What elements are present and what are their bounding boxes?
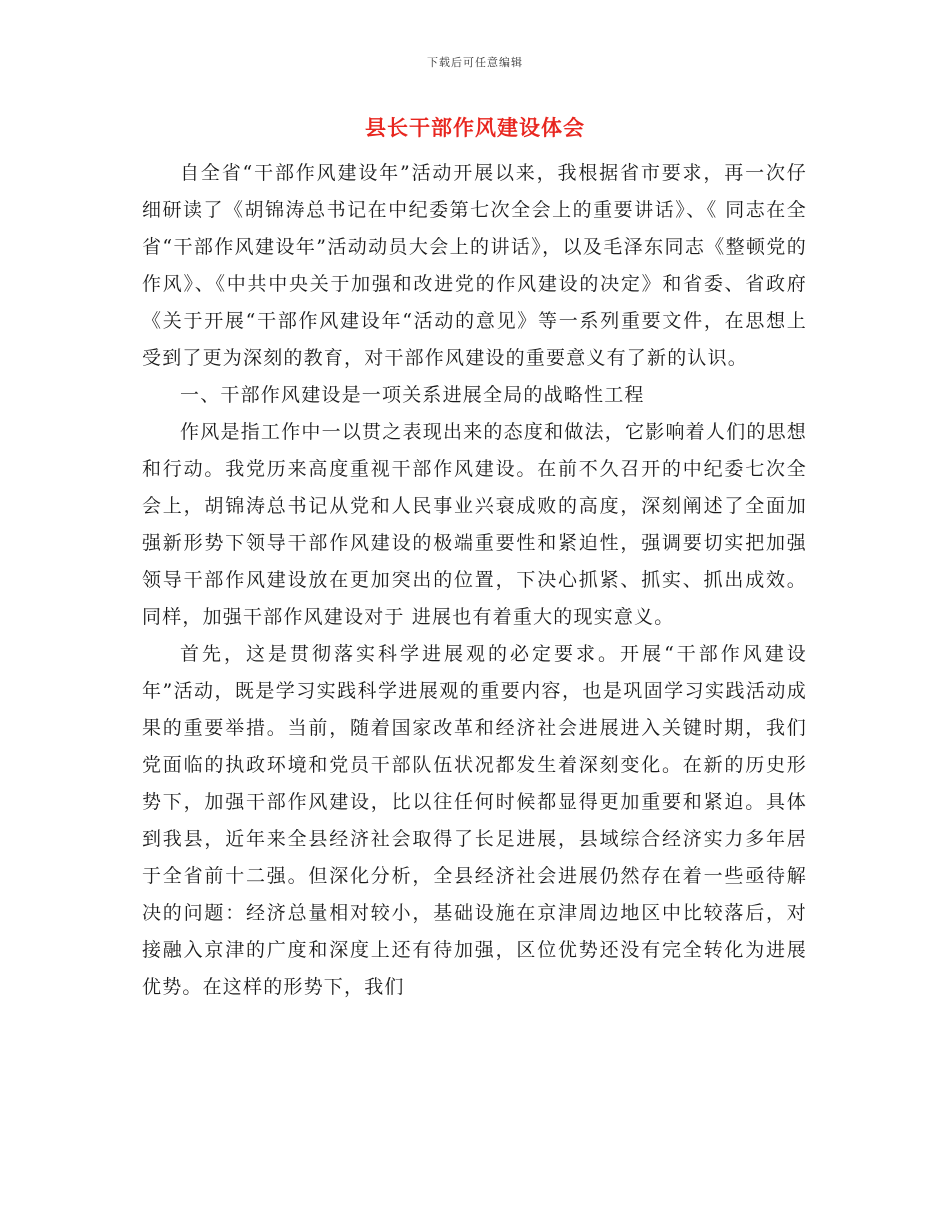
document-body (142, 155, 807, 1006)
header-note: 下载后可任意编辑 (427, 56, 523, 69)
paragraph-intro: 自全省“干部作风建设年”活动开展以来，我根据省市要求，再一次仔细研读了《胡锦涛总书记在中纪委第七次全会上的重要讲话》、《 同志在全省“干部作风建设年”活动动员大会上的讲话》，以及毛泽东同志《整顿党的作风》、《中共中央关于加强和改进党的作风建设的决定》和省委、省政府《关于开展“干部作风建设年“活动的意见》等一系列重要文件，在思想上受到了更为深刻的教育，对干部作风建设的重要意义有了新的认识。 (142, 162, 807, 369)
document-title: 县长干部作风建设体会 (365, 116, 585, 140)
section-heading-1: 一、干部作风建设是一项关系进展全局的战略性工程 (180, 384, 645, 406)
paragraph-section-1: 作风是指工作中一以贯之表现出来的态度和做法，它影响着人们的思想和行动。我党历来高度重视干部作风建设。在前不久召开的中纪委七次全会上，胡锦涛总书记从党和人民事业兴衰成败的高度，深刻阐述了全面加强新形势下领导干部作风建设的极端重要性和紧迫性，强调要切实把加强领导干部作风建设放在更加突出的位置，下决心抓紧、抓实、抓出成效。同样，加强干部作风建设对于 进展也有着重大的现实意义。 (142, 421, 807, 628)
paragraph-first-point: 首先，这是贯彻落实科学进展观的必定要求。开展“干部作风建设年”活动，既是学习实践科学进展观的重要内容，也是巩固学习实践活动成果的重要举措。当前，随着国家改革和经济社会进展进入关键时期，我们党面临的执政环境和党员干部队伍状况都发生着深刻变化。在新的历史形势下，加强干部作风建设，比以往任何时候都显得更加重要和紧迫。具体到我县，近年来全县经济社会取得了长足进展，县域综合经济实力多年居于全省前十二强。但深化分析，全县经济社会进展仍然存在着一些亟待解决的问题：经济总量相对较小，基础设施在京津周边地区中比较落后，对接融入京津的广度和深度上还有待加强，区位优势还没有完全转化为进展优势。在这样的形势下，我们 (142, 643, 807, 998)
